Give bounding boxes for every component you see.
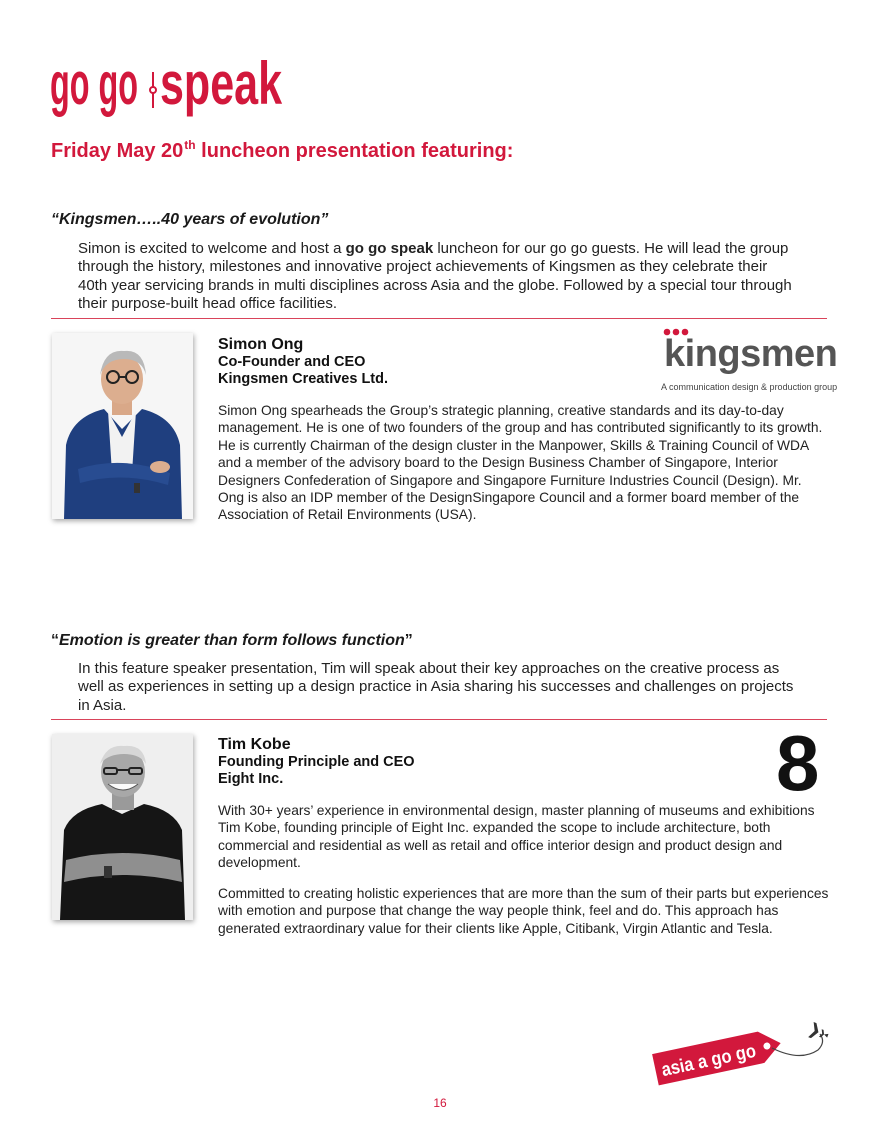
talk2-description: In this feature speaker presentation, Tim will speak about their key approaches on the creative process as well as experiences in setting up a design practice in Asia sharing his successes and challenges on projects in Asia. (78, 660, 794, 714)
eight-inc-logo: 8 (776, 719, 820, 807)
speaker2-name: Tim Kobe (218, 736, 291, 753)
divider-2 (51, 719, 827, 720)
speaker1-company: Kingsmen Creatives Ltd. (218, 371, 389, 387)
page-number: 16 (433, 1096, 447, 1110)
speaker2-bio-paragraph-2: Committed to creating holistic experiences that are more than the sum of their parts but experiences with emotion and purpose that change the way people think, feel and do. This approach has generated extraordinary value for their clients like Apple, Citibank, Virgin Atlantic and Tesla. (218, 886, 829, 936)
svg-text:go go: go go (50, 50, 138, 117)
speaker2-role: Founding Principle and CEO (218, 754, 415, 770)
speaker2-company: Eight Inc. (218, 771, 284, 787)
speaker2-header (218, 736, 415, 788)
speaker1-name: Simon Ong (218, 336, 304, 353)
headline-superscript: th (184, 138, 196, 152)
svg-text:asia a go go: asia a go go (659, 1037, 772, 1082)
speaker1-bio: Simon Ong spearheads the Group’s strategic planning, creative standards and its day-to-day management. He is one of two founders of the group and has contributed significantly to its growth. He is currently Chairman of the design cluster in the Manpower, Skills & Training Council of WDA and a member of the advisory board to the Design Business Chamber of Singapore, Interior Designers Confederation of Singapore and Singapore Furniture Industries Council (Design). Mr. Ong is also an IDP member of the DesignSingapore Council and a former board member of the Association of Retail Environments (USA). (218, 403, 823, 523)
go-go-speak-logo (50, 46, 290, 136)
speaker1-header (218, 336, 388, 388)
talk1-desc-bold: go go speak (345, 240, 434, 257)
speaker2-bio-paragraph-1: With 30+ years’ experience in environmental design, master planning of museums and exhibitions Tim Kobe, founding principle of Eight Inc. expanded the scope to include architecture, both commercial and residential as well as retail and office interior design and product design and development. (218, 803, 815, 871)
svg-text:speak: speak (160, 50, 283, 117)
kingsmen-wordmark: kingsmen (664, 333, 838, 375)
speaker1-photo (52, 333, 193, 519)
airplane-icon (803, 1020, 831, 1043)
talk1-description: Simon is excited to welcome and host a go go speak luncheon for our go go guests. He will lead the group through the history, milestones and innovative project achievements of Kingsmen as they celebrate their 40th year servicing brands in multi disciplines across Asia and the globe. Followed by a special tour through their purpose-built head office facilities. (78, 240, 792, 313)
divider-1 (51, 318, 827, 319)
talk2-title: “Emotion is greater than form follows function” (51, 632, 413, 649)
kingsmen-logo (660, 327, 838, 397)
page-headline: Friday May 20th luncheon presentation featuring: (51, 138, 514, 162)
speaker1-role: Co-Founder and CEO (218, 354, 366, 370)
kingsmen-tagline: A communication design & production group (661, 382, 838, 392)
speaker2-photo (52, 734, 193, 920)
asia-a-go-go-logo (650, 1012, 835, 1090)
talk1-title: “Kingsmen…..40 years of evolution” (51, 211, 329, 228)
